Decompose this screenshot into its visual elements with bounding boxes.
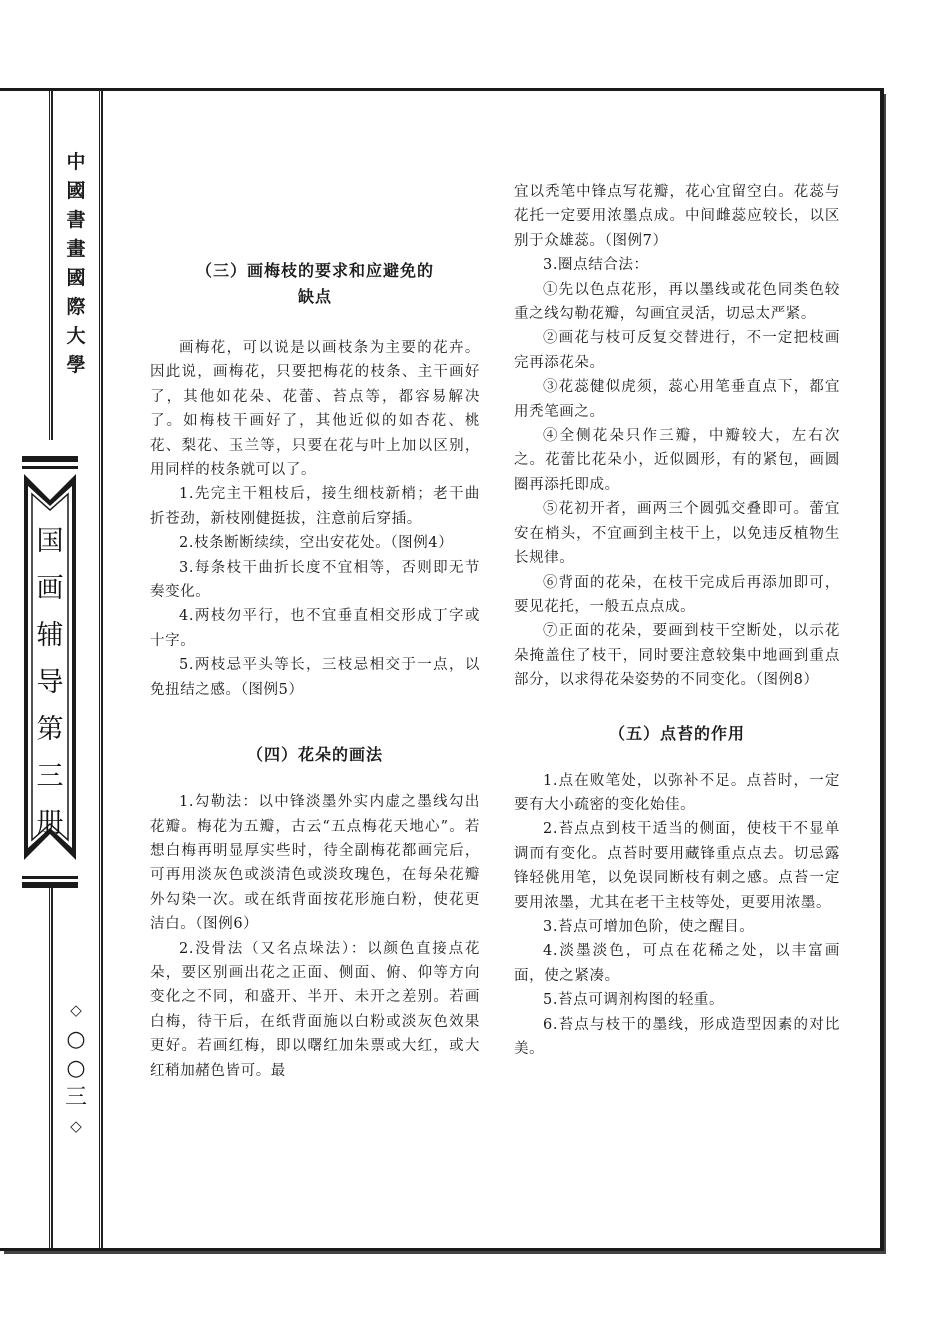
section-3-title-line: （三）画梅枝的要求和应避免的 [195,261,434,280]
list-item: 3.每条枝干曲折长度不宜相等，否则即无节奏变化。 [150,559,480,601]
spine-title-char: 國 [66,180,86,202]
spine-title-char: 大 [66,325,86,347]
book-title-char: 册 [36,808,64,839]
list-item: 6.苔点与枝干的墨线，形成造型因素的对比美。 [514,1016,840,1057]
right-column [514,180,840,1061]
book-title-char: 导 [36,667,64,698]
left-column [150,258,480,1083]
list-item: 1.点在败笔处，以弥补不足。点苔时，一定要有大小疏密的变化始佳。 [514,772,840,813]
book-title [24,518,76,847]
list-item: 5.苔点可调剂构图的轻重。 [543,992,725,1009]
page-frame-top [0,88,884,91]
book-title-char: 画 [36,573,64,604]
book-title-char: 国 [36,526,64,557]
spine-title-char: 國 [66,267,86,289]
page-number-char: ○ [66,1056,86,1081]
section-3-title-line: 缺点 [297,287,332,306]
page-number-char: ○ [66,1027,86,1052]
section-5-title: （五）点苔的作用 [608,723,745,743]
list-item: ⑥背面的花朵，在枝干完成后再添加即可，要见花托，一般五点点成。 [514,574,840,615]
spine-title-char: 中 [66,151,86,173]
list-item: 2.没骨法（又名点垛法）：以颜色直接点花朵，要区别画出花之正面、侧面、俯、仰等方向变化之不同，和盛开、半开、未开之差别。若画白梅，待干后，在纸背面施以白粉或淡灰色效果更好。若画红梅，即以曙红加朱票或大红，或大红稍加赭色皆可。最 [150,940,480,1079]
list-item: ③花蕊健似虎须，蕊心用笔垂直点下，都宜用秃笔画之。 [514,379,840,420]
spine-rule [101,91,103,1248]
list-item: 3.圈点结合法： [543,257,649,274]
spine-title-char: 學 [66,354,86,376]
book-title-char: 第 [36,714,64,745]
list-item: ④全侧花朵只作三瓣，中瓣较大，左右次之。花蕾比花朵小，近似圆形，有的紧包，画圆圈再添托即成。 [514,428,840,493]
list-item: 3.苔点可增加色阶，使之醒目。 [543,918,755,935]
list-item: 1.先完主干粗枝后，接生细枝新梢；老干曲折苍劲，新枝刚健挺拔，注意前后穿插。 [150,486,480,527]
list-item: 4.淡墨淡色，可点在花稀之处，以丰富画面，使之紧凑。 [514,943,840,984]
paragraph: 画梅花，可以说是以画枝条为主要的花卉。因此说，画梅花，只要把梅花的枝条、主干画好了，其他如花朵、花蕾、苔点等，都容易解决了。如梅枝干画好了，其他近似的如杏花、桃花、梨花、玉兰等，只要在花与叶上加以区别，用同样的枝条就可以了。 [150,340,480,479]
list-item: 1.勾勒法：以中锋淡墨外实内虚之墨线勾出花瓣。梅花为五瓣，古云“五点梅花天地心”。若想白梅再明显厚实些时，待全副梅花都画完后，可再用淡灰色或淡清色或淡玫瑰色，在每朵花瓣外勾染一次。或在纸背面按花形施白粉，使花更洁白。（图例6） [150,794,480,933]
list-item: 4.两枝勿平行，也不宜垂直相交形成丁字或十字。 [150,608,480,649]
list-item: ②画花与枝可反复交替进行，不一定把枝画完再添花朵。 [514,330,840,371]
paragraph: 宜以秃笔中锋点写花瓣，花心宜留空白。花蕊与花托一定要用浓墨点成。中间雌蕊应较长，以区别于众雄蕊。（图例7） [514,184,840,249]
list-item: 2.枝条断断续续，空出安花处。（图例4） [179,535,454,552]
book-title-char: 三 [36,761,64,792]
spine-title [52,148,100,380]
page-frame-shadow [884,94,886,1254]
badge-bar-bottom [22,882,78,888]
list-item: ⑦正面的花朵，要画到枝干空断处，以示花朵掩盖住了枝干，同时要注意较集中地画到重点部分，以求得花朵姿势的不同变化。（图例8） [514,623,840,689]
page-number-char: 三 [64,1085,87,1110]
page-frame-shadow-bottom [4,1251,886,1254]
diamond-icon: ◇ [70,1117,82,1135]
spine-title-char: 畫 [66,238,86,260]
book-title-char: 辅 [36,620,64,651]
page-number [56,996,96,1141]
list-item: ①先以色点花形，再以墨线或花色同类色较重之线勾勒花瓣，勾画宜灵活，切忌太严紧。 [514,281,840,323]
list-item: ⑤花初开者，画两三个圆弧交叠即可。蕾宜安在梢头，不宜画到主枝干上，以免违反植物生长规律。 [514,501,840,567]
diamond-icon: ◇ [70,1001,82,1019]
list-item: 2.苔点点到枝干适当的侧面，使枝干不显单调而有变化。点苔时要用藏锋重点点去。切忌露锋轻佻用笔，以免误同断枝有刺之感。点苔一定要用浓墨，尤其在老干主枝等处，更要用浓墨。 [514,821,840,911]
badge-bar-bottom-thin [22,876,78,879]
spine-title-char: 際 [66,296,86,318]
spine-title-char: 書 [66,209,86,231]
list-item: 5.两枝忌平头等长，三枝忌相交于一点，以免扭结之感。（图例5） [150,657,480,698]
section-3-title [150,258,480,310]
section-4-title: （四）花朵的画法 [246,745,383,765]
